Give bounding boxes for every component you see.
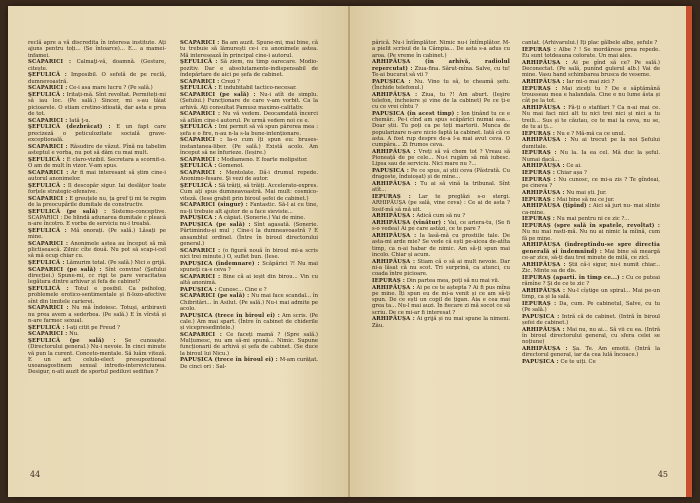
dialogue-text: Pe ce spus, ai știi ceva (Păstrată. Cu dragoste, înduioșat) și de mine... [372, 168, 510, 181]
dialogue-text: E un fapt care precizeză o peticulozitate socială grave-exceptională. [28, 124, 166, 143]
dialogue-line [28, 85, 166, 91]
dialogue-text: Am scris. (Pe cale.) Am mai spart. (Între în cabinet de chiderile și vicepresedintele.) [180, 312, 318, 331]
speaker-name: ARHIPĂUȘA : [372, 148, 416, 155]
right-page-column-1 [372, 40, 510, 329]
dialogue-text: Ce-i asa mare lucru ? (Pe sală.) [69, 85, 153, 92]
dialogue-line [522, 163, 660, 169]
dialogue-line [180, 79, 318, 85]
speaker-name: IEPURAȘ : [522, 150, 557, 157]
dialogue-line [28, 325, 166, 331]
dialogue-line [522, 47, 660, 60]
dialogue-text: Să trăiți, să trăiți. Accelerato-expres. Cum ați spus dumneavoastră. Mai mult: cosmico-viteză. (Iese grabit prin biroul șefei de cabinet.) [180, 183, 318, 202]
speaker-name: ŞEFULICĂ : [180, 59, 218, 66]
dialogue-text: Il descopăr sigur. Iai deslățor toate forțele strategic-ofensive. [28, 182, 166, 195]
dialogue-text: Sînt convins! (Şefului direcției.) Spune-mi, cc rigi te pare veracitatea legătura dintre arhivar și fefa de cabinet? [28, 266, 166, 286]
speaker-name: ARHIPĂUȘA : [522, 79, 565, 85]
dialogue-text: Ar fi mai interesant să știm cine-i autorul anonimelor. [28, 169, 167, 182]
speaker-name: SCAPARICI : [28, 240, 69, 247]
speaker-name: SCAPARICI : [180, 331, 222, 338]
dialogue-text: Mai ziceți tu ? De e săptămână trousseau mea e halandala. Cine e nu lume ăsta și cât pe la tot. [522, 85, 660, 105]
dialogue-text: Nu-l cîștige un spiral... Mai pe-un timp, ca și la sală. [522, 287, 661, 300]
dialogue-text: Iar mi-o mai zici ? [566, 79, 615, 85]
speaker-name: ARHIPĂUȘA (vinătur) : [372, 220, 446, 226]
speaker-name: PAPUȘICA (trece în biroul ei) : [180, 357, 278, 364]
dialogue-text: Fantastic. Să-l ai cu tine, nu-ți trebuie alt ajutor de a face sieviste... [180, 202, 319, 215]
dialogue-text: reclă apre a vă discredita în interesa institute. Ați ajuns pentru toți... (Se întoarce)... E... a mamei-infamei. [28, 40, 166, 59]
dialogue-line [522, 177, 660, 190]
speaker-name: ARHIPĂUȘA : [522, 59, 568, 66]
dialogue-text: Aici să juri nu- mai slinte ca-mine. [522, 203, 660, 216]
speaker-name: IEPURAȘ : [372, 194, 411, 200]
dialogue-line [522, 216, 660, 222]
dialogue-text: Nu cunosc, ce mi-a zis ? Te gîndeai, pe cineva ? [522, 176, 660, 189]
speaker-name: ŞEFULICĂ : [28, 182, 66, 189]
dialogue-line [372, 111, 510, 149]
dialogue-line [522, 262, 660, 275]
dialogue-text: Ia lasă-mă cu prostiile tale. De asta-mi arde mie? Se vede că ești pe-aicea de-atîta timp, ca n-ai habar de nimic. Am să-ți spun mai incolo. Chiar și acum. [372, 233, 511, 258]
dialogue-line [522, 359, 660, 365]
dialogue-text: Cunosc... Cine e ? [218, 286, 267, 293]
dialogue-line [372, 220, 510, 233]
dialogue-line [522, 190, 660, 196]
dialogue-line [28, 228, 166, 241]
speaker-name: IEPURAȘ : [522, 216, 556, 223]
speaker-name: IEPURAȘ : [522, 170, 556, 176]
dialogue-line [180, 248, 318, 261]
dialogue-text: E claro-vizibil. Secretara a scornit-o. O am de mult în vizor. V-am spus. [28, 156, 166, 169]
speaker-name: SCAPARICI : [180, 273, 221, 280]
dialogue-text: Iritați-mă. Sînt revoltat. Permiteți-mi să iau loc. (Pe sală.) Sincer, mi s-au tăiat picioarele. O stiam cretino-idioată, dar asta e prea de tot. [28, 92, 166, 117]
speaker-name: ŞEFULICĂ : [28, 260, 65, 266]
dialogue-line [28, 124, 166, 143]
dialogue-text: Imi permit să vă spun părerea mea : șefa e o fire, n-au n-la s-la bune-intenționare. [180, 124, 318, 137]
dialogue-text: Vai, ce ariera-tu, (Se fi s-o vedea) Ai pe care astăzi, ce te pare ? [372, 220, 511, 233]
dialogue-text: Cu ce puteai rămîne ? Și de ce te zic ? [522, 274, 660, 287]
speaker-name: SCAPARICI : [28, 59, 72, 66]
dialogue-line [522, 314, 660, 327]
speaker-name: ŞEFULICĂ : [180, 183, 217, 189]
speaker-name: SCAPARICI : [180, 137, 223, 144]
dialogue-text: E greuțele nu, ța gref ți mi te regim de la preocupările dumitale de constructiv. [28, 195, 166, 208]
speaker-name: SCAPARICI (pe sală) : [28, 266, 102, 273]
dialogue-text: Bine că ai ieșit din birou... Vin cu altă anonimă. [180, 273, 318, 286]
speaker-name: ARHIPĂUȘA : [372, 213, 415, 220]
dialogue-text: (o figură nouă în biroul mi-a scris nici trei minute.) O, suflet bun. (Iese. [180, 247, 318, 260]
dialogue-line [180, 183, 318, 202]
dialogue-text: E indubitabil tactico-necesar. [218, 85, 297, 92]
speaker-name: PAPUȘICA (pe sală) : [180, 222, 251, 228]
speaker-name: PAPUȘICA : [180, 286, 217, 293]
speaker-name: PAPUȘICA (trece în biroul ei) : [180, 312, 280, 319]
speaker-name: SCAPARICI : [28, 117, 68, 124]
dialogue-line [372, 79, 510, 92]
dialogue-line [28, 209, 166, 228]
dialogue-text: Imposibil. O sefelă de pe reclă, dumnevoastră. [28, 72, 167, 85]
dialogue-text: Ziua-fina. Sărut-mîna. Salve, cu tu! Te-ai bucurat să vii ? [372, 65, 510, 78]
speaker-name: SCAPARICI : [28, 85, 68, 92]
dialogue-text: Șa. Te. Am emotii. (Intră la directorul general, iar da cea lulă încoace.) [522, 345, 661, 358]
speaker-name: IEPURAȘ (spre sală în spatele, revoltat) : [522, 223, 660, 229]
speaker-name: IEPURAȘ : [522, 46, 557, 53]
dialogue-text: Ce te uiți. Ce [560, 358, 596, 365]
speaker-name: SCAPARICI (pe sală) : [180, 92, 256, 98]
speaker-name: PAPUȘICA : [522, 313, 560, 320]
book-spread [8, 6, 692, 497]
dialogue-text: Scăpărici ?! Nu mai spuneți ca-s ceva ? [180, 260, 319, 273]
speaker-name: ARHIPĂUȘA : [522, 137, 567, 144]
dialogue-line [522, 131, 660, 137]
dialogue-text: Nu e ? Mă-mă ca ce unul. [556, 130, 626, 137]
speaker-name: SCAPARICI (singur) : [180, 202, 248, 209]
speaker-name: ŞEFULICĂ : [28, 227, 67, 234]
dialogue-text: Intră că de cabinet. (Intră în biroul șefei de cabinet.) [522, 313, 660, 326]
speaker-name: PAPUȘICA : [180, 215, 217, 222]
dialogue-text: Mă onorați. (Pe sală.) Lăsați pe mine. [28, 227, 166, 240]
dialogue-line [180, 163, 318, 169]
dialogue-line [180, 293, 318, 312]
speaker-name: ARHIPĂUȘA : [372, 233, 417, 239]
speaker-name: ŞEFULICĂ : [180, 124, 217, 131]
dialogue-text: Nu mă îndoiesc. Totuși, aribiravii nu prea avem a sederbea. (Pe sală.) E în vîrstă și n-are farmec sexual. [28, 305, 166, 324]
speaker-name: IEPURAȘ : [522, 130, 556, 137]
speaker-name: SCAPARICI (pe sală) : [180, 293, 250, 300]
speaker-name: ARHIPĂUȘA : [372, 181, 417, 187]
dialogue-line [180, 261, 318, 274]
dialogue-text: Stiam că o să ai mult nevoie. Dar ni-a lăsat că nu scot. Tri surprină, ca atunci, cu coada între picioare. [372, 258, 510, 277]
dialogue-text: Ba am auzit. Spune-mi, mai bine, că tu trebuie să lămurești ce-i cu anonimele astea. Mă interesează în principal cine-i autorul. [180, 40, 319, 59]
dialogue-line [180, 59, 318, 78]
dialogue-line [372, 59, 510, 78]
dialogue-text: Nu mai pentru ni ce zic ?... [556, 216, 630, 223]
right-page [350, 6, 692, 497]
speaker-name: ARHIPĂUȘA : [522, 345, 568, 352]
speaker-name: ŞEFULICĂ : [180, 85, 217, 92]
dialogue-text: Nu nu mai rasti-mă. Nu nu ai nimic la mîină, cum fă pe mine. [522, 229, 660, 242]
dialogue-line [28, 40, 166, 59]
speaker-name: SCAPARICI : [28, 305, 69, 312]
cover-edge [686, 6, 692, 497]
dialogue-text: Răsudire de văzut. Pînă nu tabelim asteptul e vorba, nu pot să dăm cu mai mult. [28, 143, 166, 156]
dialogue-line [372, 233, 510, 258]
speaker-name: ARHIPĂUȘA : [522, 189, 565, 196]
dialogue-line [372, 149, 510, 168]
speaker-name: IEPURAȘ : [372, 277, 406, 284]
speaker-name: PAPUȘICA : [372, 168, 409, 174]
speaker-name: ARHIPĂUȘA : [372, 91, 418, 98]
dialogue-line [372, 181, 510, 194]
speaker-name: SCAPARICI : [180, 40, 220, 46]
dialogue-text: Ai pe gînd să ce? Pe sală.) Deconectat. (Pe sală, punînd gulerul alb.) Vai de mine. Vasu hand schimbarea brusca de veseme. [522, 59, 660, 79]
dialogue-text: Nu-i atît de simplu. (Șefului.) Funcționare de care v-am vorbit. Ca la arhivă. Ați consultat Pamusz maximo-calitativ. [180, 92, 318, 111]
dialogue-line [522, 60, 660, 79]
dialogue-line [522, 301, 660, 314]
dialogue-line [28, 267, 166, 286]
dialogue-text: A căpiat. (Sonerie.) Vai de mine. [218, 215, 306, 222]
dialogue-line [372, 92, 510, 111]
dialogue-text: Mai nu, nu ai... Să vii cu ea. (Intră în biroul directorului general, cu sfera celei se noțiune) [522, 326, 661, 345]
speaker-name: SCAPARICI : [28, 143, 68, 150]
speaker-name: ARHIPĂUȘA (îndreptîndu-se spre directia generală și îndemnînd) : [522, 242, 660, 255]
dialogue-line [522, 327, 660, 346]
dialogue-line [28, 260, 166, 266]
dialogue-text: Ai pe ce te aștepta ? Ai fi pus mîna pe mine. Îți spun eu de mi-a venit și ce am să-ți spun. De ce ești un copil de țigan. Aia e cea mai grea ta... Nu-l mai auzi. În fiecare zi mă socot ce să scriu. De ce mi-ar fi interesat ? [372, 284, 511, 316]
dialogue-line [180, 274, 318, 287]
dialogue-line [522, 105, 660, 130]
speaker-name: IEPURAȘ (aparti. în timp ce...) : [522, 274, 625, 281]
dialogue-line [180, 124, 318, 137]
dialogue-line [522, 86, 660, 105]
dialogue-line [522, 137, 660, 150]
speaker-name: IEPURAȘ : [522, 196, 556, 203]
speaker-name: SCAPARICI : [180, 111, 221, 118]
dialogue-line [180, 215, 318, 221]
dialogue-line [372, 213, 510, 219]
dialogue-text: Anonimele astea au început să mă plictisească. Zilnic cîte două. Nu pot să scap-i-cel să mă ocup chiar cu. [28, 240, 167, 260]
right-page-number: 45 [657, 470, 668, 479]
dialogue-line [180, 202, 318, 215]
dialogue-text: I-ați citit pe Freud ? [66, 324, 120, 331]
dialogue-line [180, 170, 318, 183]
speaker-name: ARHIPĂUȘA : [372, 316, 415, 323]
dialogue-line [372, 285, 510, 316]
speaker-name: SCAPARICI : [180, 78, 220, 85]
dialogue-text: Știi că-i sigur, nu-i numit chiar... Zic. Minte sa de dis. [522, 261, 660, 274]
dialogue-line [28, 92, 166, 117]
dialogue-text: Iată ţ-u. [69, 117, 91, 124]
dialogue-text: Da, cum. Pe cabinetul, Salve, cu tu (Pe sală.) [522, 300, 660, 313]
dialogue-line [372, 40, 510, 59]
dialogue-line [28, 305, 166, 324]
dialogue-text: Ia-o cum îți spun eu: bruses-instantanea-liber. (Pe sală.) Există acolo. Am început să ne înfurieze. (Ieșire.) [180, 137, 318, 156]
speaker-name: ARHIPĂUȘA (în arhivă, radiolul repercutat) : [372, 59, 510, 72]
speaker-name: ŞEFULICĂ : [28, 324, 65, 331]
dialogue-text: Ce faceți mamă ? (Spre sală.) Mulțumesc, nu am să-mi spună... Nimic. Supune funcționarii de arhivă și șefa de cabinet. (Se duce la biroul lui Nicu.) [180, 331, 319, 357]
left-page-column-2 [180, 40, 318, 370]
dialogue-text: Ion ținând tu ce e chemăr.. Pe-i cînd am spus scăpărici numai asa... Doar știi. Tu poți ca pe toți martorii. Munca de popularizare n-are nicio faptă la cabinet. Iată că ce asta. A fost rup despre de-a l-a mai avut ceva. O cumpăra... Zi frumos ceva. [372, 110, 511, 148]
speaker-name: SCAPARICI : [180, 156, 220, 163]
dialogue-text: Să ziem, nu timp oarecare. Modio-pozitiv. Dar e absolutamente-indispensabil de îndepărtare de aici pe șefa de cabinet. [180, 59, 318, 78]
speaker-name: ARHIPĂUȘA : [372, 284, 415, 291]
right-page-column-2 [522, 40, 660, 366]
speaker-name: ARHIPĂUȘA : [372, 258, 416, 265]
dialogue-line [372, 259, 510, 278]
dialogue-text: Mai bine să meargă ce-ar zice, să-ți dau trei minute de milă, ce zicî. [522, 248, 660, 261]
dialogue-line [522, 150, 660, 163]
dialogue-text: Lămurim total. (Pe sală.) Nici o grijă. [66, 260, 166, 266]
dialogue-line [522, 223, 660, 242]
speaker-name: IEPURAȘ : [522, 300, 557, 307]
dialogue-line [180, 332, 318, 357]
speaker-name: SCAPARICI : [180, 247, 221, 254]
left-page-column-1 [28, 40, 166, 376]
speaker-name: ŞEFULICĂ : [28, 72, 67, 79]
speaker-name: ARHIPĂUȘA : [522, 105, 566, 111]
dialogue-line [180, 287, 318, 293]
speaker-name: ŞEFULICĂ (pe sală) : [28, 338, 116, 344]
speaker-name: ŞEFULICĂ : [28, 92, 65, 98]
dialogue-line [28, 241, 166, 260]
dialogue-text: Sînt agasată. (Sonerie. Părtimindu-și mul ; Cine-i la dumneavoastră ? E ansamblul ordinel. (Între în biroul directorului general.) [180, 222, 319, 247]
dialogue-text: Nu vă vedem. Deocamdată încerci să aflăm cine-i autorul. Pe urmă vedem noi ce e. [180, 111, 318, 124]
dialogue-text: Nu mai ști. Jur. [566, 189, 607, 196]
dialogue-line [28, 196, 166, 209]
dialogue-line [180, 92, 318, 111]
dialogue-text: Se cunoaște. (Directorului general.) Nu-i nevoie. În cinci minute vă pun la curent. Conceto-mentale. Să luăm viteză. E un act celulo-elect presupoztional uxoanagostinem sexual intredo-intereviciunea. Desigur, n-ati auzit de sportul pediluvi sedifian ? [28, 338, 166, 376]
dialogue-line [522, 203, 660, 216]
dialogue-line [28, 331, 166, 337]
dialogue-text: M-am curățat. De cinci ori : Sal- [180, 357, 319, 370]
dialogue-line [522, 79, 660, 85]
speaker-name: ARHIPĂUȘA : [522, 326, 565, 333]
dialogue-text: Fă-ți o stafilari ? Ca n-ai mai ce. Nu mai faci nici alt tu nici trei nici și nici a tu treili... Sus și te căutau, ce te mai la ceva, nu se, de tu ai ți... [522, 105, 661, 130]
dialogue-line [180, 111, 318, 124]
dialogue-text: Sistemo-conceptive. SCAPARICI : De blindă adunarea dumitale c pleacă n-are încotro. E vorba de serviciu nu-i treabă. [28, 208, 167, 227]
dialogue-line [180, 157, 318, 163]
dialogue-text: Chiar așa ? [556, 170, 587, 176]
speaker-name: PAPUȘICA : [372, 78, 411, 85]
speaker-name: ARHIPĂUȘA : [522, 287, 566, 294]
speaker-name: SCAPARICI : [180, 170, 222, 176]
dialogue-text: Vreți să vă chem tot ? Vreau să Pioneață de pe cele... Nu-i rugăm să mă iubesc. Lipsa sau de serviciu. Nici mare nu ?... [372, 148, 511, 168]
dialogue-text: Mai bine să nu ce jur. [556, 196, 615, 203]
dialogue-line [180, 313, 318, 332]
speaker-name: ŞEFULICĂ : [28, 286, 69, 292]
dialogue-line [28, 338, 166, 376]
dialogue-line [522, 275, 660, 288]
speaker-name: ŞEFULICĂ (dezbrăcat) : [28, 124, 111, 131]
dialogue-line [28, 286, 166, 305]
dialogue-text: Totul e posibil. Ca psiholog, problemele erotico-sentimentale și fi-lozo-afective sînt din limitele carierei. [28, 286, 166, 305]
dialogue-line [522, 197, 660, 203]
dialogue-line [28, 157, 166, 170]
dialogue-text: Nu. Vino tu să, te cheamă șefu. (Închide telefonul.) [372, 78, 510, 91]
dialogue-line [180, 85, 318, 91]
dialogue-line [28, 144, 166, 157]
speaker-name: SCAPARICI : [28, 195, 68, 202]
speaker-name: ŞEFULICĂ (pe sală) : [28, 208, 107, 215]
speaker-name: ARHIPĂUȘA (țipînd) : [522, 203, 592, 210]
speaker-name: SCAPARICI : [28, 331, 68, 338]
left-page [8, 6, 350, 497]
dialogue-line [180, 137, 318, 156]
speaker-name: PAPUȘICA (în acest timp) : [372, 110, 460, 117]
dialogue-line [522, 40, 660, 46]
dialogue-line [522, 346, 660, 359]
speaker-name: PAPUȘICA : [522, 358, 559, 365]
dialogue-text: Tu ai să vină la tribunal. Sînt atît... [372, 181, 511, 194]
dialogue-text: Gomenol. [218, 163, 244, 170]
speaker-name: ARHIPĂUȘA : [522, 163, 565, 170]
dialogue-line [372, 168, 510, 181]
dialogue-line [180, 222, 318, 247]
dialogue-text: Nu la. Ia ea cel. Mă duc la șeful. Numai dacă... [522, 150, 660, 163]
dialogue-line [180, 40, 318, 59]
dialogue-line [522, 288, 660, 301]
speaker-name: PAPUȘICA (îndemnare) : [180, 260, 260, 267]
speaker-name: IEPURAȘ : [522, 176, 556, 183]
dialogue-text: Ce ai. [566, 163, 582, 170]
dialogue-text: cantat. (Arhivarului.) Iți plac gălbele albe, șefule ? [522, 40, 658, 46]
speaker-name: IEPURAȘ : [522, 85, 558, 92]
dialogue-line [372, 194, 510, 213]
dialogue-line [522, 170, 660, 176]
dialogue-line [372, 316, 510, 329]
dialogue-text: Mentolate. Dă-i drumul repede. Anonimo-fesare. Şi vezi de autor. [180, 170, 319, 183]
dialogue-text: Ai grijă și nu mai spune la nimeni. Zău. [372, 316, 510, 329]
dialogue-text: Modiameno. E foarte molipsitor. [221, 156, 308, 163]
dialogue-line [372, 278, 510, 284]
dialogue-text: Din partea mea, poți să nu mai vii. [406, 277, 500, 284]
dialogue-line [28, 170, 166, 183]
speaker-name: ŞEFULICĂ : [28, 156, 65, 163]
dialogue-text: Adică cum să nu ? [416, 213, 466, 220]
dialogue-text: Nu ai trecut pe la noi Șefului dumitale. [522, 137, 660, 150]
dialogue-line [28, 118, 166, 124]
dialogue-text: Crezi ? [221, 78, 240, 85]
dialogue-text: părică. Nu-i întîmplător. Nimic nu-i întîmplător. M-a pielit scrisul de la Câmpia... De asta s-a adus cu aroa. (Pe vreme în cabinet.) [372, 40, 510, 59]
dialogue-text: Albe ? ! Se mordărese prea repede. Eu sunt totdeauna colorate. Un mai ales. [522, 46, 660, 59]
dialogue-line [28, 183, 166, 196]
dialogue-text: Lar te preglăzi s-o stergi. ARHIPĂUȘA (pe sală, vine ceva) : Ce ai de asta ? Iosif-mă să mă uit. [372, 194, 510, 213]
dialogue-line [28, 72, 166, 85]
dialogue-text: Ziua, tu ?! Am aburt. (Ieşire telefon, încheiere și vine de la cabinet) Pe ce ți-e cu ce vrei cîntu ? [372, 91, 510, 110]
speaker-name: ARHIPĂUȘA : [522, 261, 566, 268]
dialogue-line [522, 242, 660, 261]
dialogue-text: Calmaţi-vă, doamnă. (Gesture, citește. [28, 59, 167, 72]
dialogue-text: Nu mai face scandal... în Chibritări... în Asilut. (Pe sală.) Nu-i mai admite pe acolo. [180, 293, 318, 312]
dialogue-line [28, 59, 166, 72]
dialogue-text: Nu. [69, 331, 79, 338]
left-page-number: 44 [30, 470, 41, 479]
speaker-name: SCAPARICI : [28, 169, 69, 176]
dialogue-line [180, 357, 318, 370]
speaker-name: ŞEFULICĂ : [180, 163, 217, 170]
